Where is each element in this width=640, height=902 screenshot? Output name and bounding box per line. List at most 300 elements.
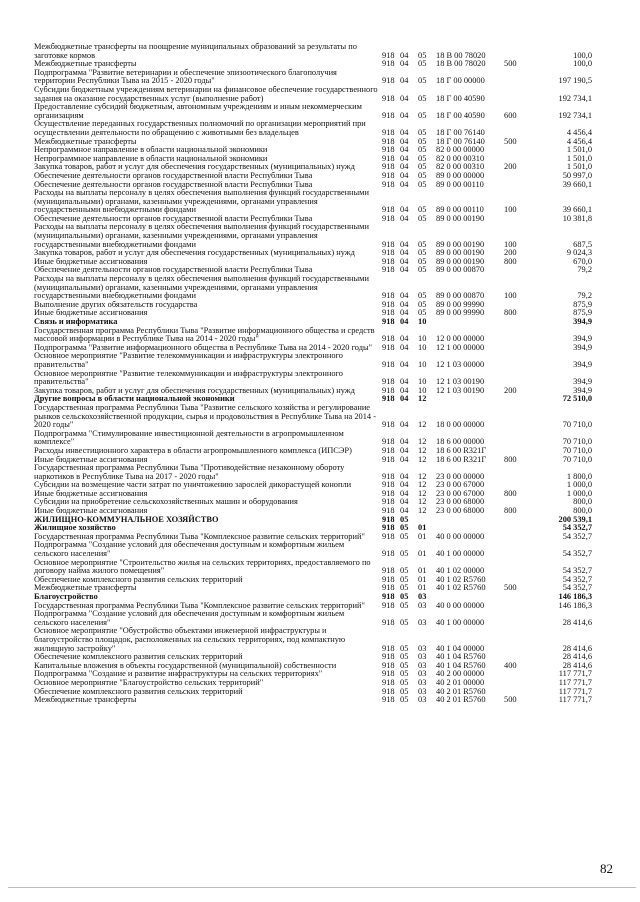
table-row <box>34 86 624 103</box>
row-grbs: 918 <box>382 686 395 696</box>
row-section: 04 <box>400 162 409 172</box>
row-subsection: 12 <box>418 488 427 498</box>
row-amount: 9 024,3 <box>566 248 592 258</box>
row-name: Основное мероприятие "Развитие телекоммуникации и инфраструктуры электронного правительства" <box>34 368 343 387</box>
row-section: 04 <box>400 359 409 369</box>
row-name: Закупка товаров, работ и услуг для обеспечения государственных (муниципальных) нужд <box>34 162 355 172</box>
row-subsection: 05 <box>418 179 427 189</box>
row-section: 05 <box>400 695 409 705</box>
row-section: 04 <box>400 480 409 490</box>
row-section: 04 <box>400 454 409 464</box>
row-subsection: 12 <box>418 471 427 481</box>
row-section: 05 <box>400 523 409 533</box>
row-subsection: 05 <box>418 93 427 103</box>
row-expense-type: 500 <box>504 583 517 593</box>
row-grbs: 918 <box>382 110 395 120</box>
row-section: 04 <box>400 50 409 60</box>
row-subsection: 05 <box>418 136 427 146</box>
row-amount: 100,0 <box>573 59 592 69</box>
budget-table <box>34 43 624 705</box>
row-expense-type: 200 <box>504 385 517 395</box>
row-name: Межбюджетные трансферты <box>34 695 137 705</box>
row-amount: 394,9 <box>573 377 592 387</box>
row-target-article: 89 0 00 00110 <box>436 179 484 189</box>
row-target-article: 40 2 01 R5760 <box>436 695 486 705</box>
row-target-article: 89 0 00 00870 <box>436 291 485 301</box>
row-subsection: 05 <box>418 265 427 275</box>
row-subsection: 12 <box>418 506 427 516</box>
row-grbs: 918 <box>382 480 395 490</box>
row-section: 04 <box>400 437 409 447</box>
row-grbs: 918 <box>382 265 395 275</box>
row-amount: 875,9 <box>573 299 592 309</box>
row-subsection: 12 <box>418 497 427 507</box>
row-subsection: 03 <box>418 695 427 705</box>
table-row <box>34 610 624 627</box>
row-section: 04 <box>400 377 409 387</box>
row-amount: 800,0 <box>573 497 592 507</box>
row-target-article: 40 1 02 00000 <box>436 566 485 576</box>
row-name: Подпрограмма "Стимулирование инвестиционной деятельности в агропромышленном комплексе" <box>34 428 344 447</box>
row-target-article: 18 Г 00 40590 <box>436 93 485 103</box>
row-grbs: 918 <box>382 566 395 576</box>
row-name: Подпрограмма "Развитие информационного общества в Республике Тыва на 2014 - 2020 годы" <box>34 342 373 352</box>
row-section: 04 <box>400 291 409 301</box>
row-grbs: 918 <box>382 145 395 155</box>
row-name: Капитальные вложения в объекты государственной (муниципальной) собственности <box>34 660 337 670</box>
row-target-article: 82 0 00 00000 <box>436 145 485 155</box>
row-grbs: 918 <box>382 76 395 86</box>
row-name: Подпрограмма "Создание условий для обеспечения доступным и комфортным жильем сельского населения" <box>34 609 345 627</box>
row-target-article: 89 0 00 99990 <box>436 308 485 318</box>
row-amount: 146 186,3 <box>558 592 592 601</box>
row-section: 04 <box>400 317 409 326</box>
row-amount: 875,9 <box>573 308 592 318</box>
row-amount: 117 771,7 <box>558 686 592 696</box>
row-grbs: 918 <box>382 136 395 146</box>
row-amount: 1 000,0 <box>566 488 592 498</box>
row-name: ЖИЛИЩНО-КОММУНАЛЬНОЕ ХОЗЯЙСТВО <box>34 514 219 524</box>
row-name: Осуществление переданных государственных полномочий по организации мероприятий при осуществлении деятельности по обращению с животными без владельцев <box>34 119 366 137</box>
row-name: Расходы на выплаты персоналу в целях обеспечения выполнения функций государственными (муниципальными) органами, казенными учреждениями, органами управления государственными внебюджетными фондами <box>34 188 369 215</box>
row-target-article: 40 2 00 00000 <box>436 669 485 679</box>
row-name: Обеспечение комплексного развития сельских территорий <box>34 686 243 696</box>
row-subsection: 05 <box>418 248 427 258</box>
row-subsection: 01 <box>418 549 427 559</box>
row-target-article: 12 1 03 00190 <box>436 377 485 387</box>
row-amount: 192 734,1 <box>558 93 592 103</box>
row-amount: 72 510,0 <box>562 394 592 404</box>
row-section: 05 <box>400 583 409 593</box>
row-amount: 394,9 <box>573 334 592 344</box>
table-row <box>34 189 624 215</box>
row-target-article: 23 0 00 67000 <box>436 488 485 498</box>
row-grbs: 918 <box>382 385 395 395</box>
row-section: 04 <box>400 76 409 86</box>
row-grbs: 918 <box>382 488 395 498</box>
row-name: Иные бюджетные ассигнования <box>34 308 148 318</box>
table-row <box>34 627 624 653</box>
row-target-article: 18 6 00 R321Г <box>436 445 487 455</box>
row-grbs: 918 <box>382 454 395 464</box>
row-section: 05 <box>400 531 409 541</box>
table-row <box>34 43 624 60</box>
row-section: 04 <box>400 153 409 163</box>
row-grbs: 918 <box>382 531 395 541</box>
row-grbs: 918 <box>382 93 395 103</box>
row-amount: 54 352,7 <box>562 549 592 559</box>
row-target-article: 89 0 00 00190 <box>436 256 485 266</box>
row-section: 04 <box>400 93 409 103</box>
row-amount: 100,0 <box>573 50 592 60</box>
row-target-article: 40 1 04 R5760 <box>436 652 486 662</box>
row-amount: 1 501,0 <box>566 153 592 163</box>
table-row <box>34 103 624 120</box>
row-expense-type: 100 <box>504 239 517 249</box>
row-subsection: 05 <box>418 145 427 155</box>
row-amount: 192 734,1 <box>558 110 592 120</box>
row-target-article: 12 1 03 00000 <box>436 359 485 369</box>
row-grbs: 918 <box>382 506 395 516</box>
row-subsection: 05 <box>418 170 427 180</box>
row-target-article: 82 0 00 00310 <box>436 162 485 172</box>
row-subsection: 12 <box>418 454 427 464</box>
row-grbs: 918 <box>382 299 395 309</box>
row-section: 04 <box>400 342 409 352</box>
row-subsection: 01 <box>418 531 427 541</box>
row-section: 04 <box>400 506 409 516</box>
row-name: Межбюджетные трансферты <box>34 59 137 69</box>
row-target-article: 12 1 00 00000 <box>436 342 485 352</box>
row-target-article: 40 2 01 R5760 <box>436 686 486 696</box>
row-grbs: 918 <box>382 549 395 559</box>
row-amount: 1 800,0 <box>566 471 592 481</box>
row-subsection: 03 <box>418 643 427 653</box>
row-amount: 4 456,4 <box>566 136 592 146</box>
row-subsection: 10 <box>418 385 427 395</box>
row-amount: 1 501,0 <box>566 145 592 155</box>
row-expense-type: 600 <box>504 110 517 120</box>
row-subsection: 01 <box>418 566 427 576</box>
row-name: Подпрограмма "Создание условий для обеспечения доступным и комфортным жильем сельского населения" <box>34 540 345 559</box>
row-name: Благоустройство <box>34 592 98 601</box>
row-grbs: 918 <box>382 127 395 137</box>
row-amount: 70 710,0 <box>562 454 592 464</box>
row-section: 05 <box>400 686 409 696</box>
row-section: 04 <box>400 239 409 249</box>
row-section: 05 <box>400 669 409 679</box>
row-subsection: 05 <box>418 239 427 249</box>
row-subsection: 10 <box>418 342 427 352</box>
row-section: 05 <box>400 643 409 653</box>
row-subsection: 03 <box>418 677 427 687</box>
row-expense-type: 400 <box>504 660 517 670</box>
row-section: 05 <box>400 617 409 627</box>
row-grbs: 918 <box>382 643 395 653</box>
row-name: Непрограммное направление в области национальной экономики <box>34 145 268 155</box>
row-section: 04 <box>400 488 409 498</box>
row-grbs: 918 <box>382 592 395 601</box>
row-target-article: 40 0 00 00000 <box>436 531 485 541</box>
row-amount: 39 660,1 <box>562 179 592 189</box>
row-grbs: 918 <box>382 677 395 687</box>
row-amount: 4 456,4 <box>566 127 592 137</box>
row-name: Обеспечение комплексного развития сельских территорий <box>34 652 243 662</box>
row-expense-type: 200 <box>504 248 517 258</box>
row-subsection: 05 <box>418 213 427 223</box>
row-name: Основное мероприятие "Развитие телекоммуникации и инфраструктуры электронного правительства" <box>34 351 343 369</box>
row-subsection: 10 <box>418 359 427 369</box>
table-row <box>34 327 624 344</box>
row-subsection: 05 <box>418 110 427 120</box>
row-name: Другие вопросы в области национальной экономики <box>34 394 235 404</box>
row-subsection: 05 <box>418 50 427 60</box>
row-amount: 394,9 <box>573 385 592 395</box>
row-name: Межбюджетные трансферты <box>34 583 137 593</box>
row-target-article: 23 0 00 68000 <box>436 497 485 507</box>
row-grbs: 918 <box>382 334 395 344</box>
table-row <box>34 516 624 525</box>
row-name: Подпрограмма "Создание и развитие инфраструктуры на сельских территориях" <box>34 669 323 679</box>
row-expense-type: 800 <box>504 488 517 498</box>
row-target-article: 89 0 00 00190 <box>436 213 485 223</box>
row-section: 04 <box>400 205 409 215</box>
row-amount: 1 501,0 <box>566 162 592 172</box>
table-row <box>34 275 624 301</box>
row-grbs: 918 <box>382 153 395 163</box>
row-expense-type: 200 <box>504 162 517 172</box>
row-subsection: 05 <box>418 291 427 301</box>
row-amount: 117 771,7 <box>558 669 592 679</box>
row-grbs: 918 <box>382 695 395 705</box>
row-section: 04 <box>400 471 409 481</box>
row-expense-type: 500 <box>504 59 517 69</box>
row-target-article: 18 6 00 R321Г <box>436 454 487 464</box>
row-grbs: 918 <box>382 445 395 455</box>
row-section: 05 <box>400 592 409 601</box>
row-grbs: 918 <box>382 179 395 189</box>
row-target-article: 40 0 00 00000 <box>436 600 485 610</box>
row-grbs: 918 <box>382 583 395 593</box>
table-row <box>34 223 624 249</box>
row-grbs: 918 <box>382 317 395 326</box>
row-amount: 394,9 <box>573 342 592 352</box>
row-name: Обеспечение комплексного развития сельских территорий <box>34 574 243 584</box>
row-subsection: 01 <box>418 523 427 533</box>
row-name: Межбюджетные трансферты <box>34 136 137 146</box>
row-target-article: 18 Г 00 00000 <box>436 76 485 86</box>
row-amount: 54 352,7 <box>562 531 592 541</box>
row-subsection: 03 <box>418 600 427 610</box>
row-target-article: 89 0 00 00110 <box>436 205 484 215</box>
table-row <box>34 309 624 318</box>
row-amount: 39 660,1 <box>562 205 592 215</box>
row-subsection: 10 <box>418 334 427 344</box>
row-amount: 70 710,0 <box>562 437 592 447</box>
row-amount: 117 771,7 <box>558 695 592 705</box>
row-section: 05 <box>400 652 409 662</box>
row-grbs: 918 <box>382 239 395 249</box>
row-expense-type: 500 <box>504 695 517 705</box>
row-amount: 28 414,6 <box>562 617 592 627</box>
row-name: Основное мероприятие "Обустройство объектами инженерной инфраструктуры и благоустройство площадок, расположенных на сельских территориях, под компактную жилищную застройку" <box>34 626 346 653</box>
row-grbs: 918 <box>382 342 395 352</box>
row-section: 04 <box>400 248 409 258</box>
row-name: Основное мероприятие "Строительство жилья на сельских территориях, предоставляемого по договору найма жилого помещения" <box>34 557 371 576</box>
row-name: Межбюджетные трансферты на поощрение муниципальных образований за результаты по заготовке кормов <box>34 42 357 60</box>
row-subsection: 03 <box>418 592 427 601</box>
row-name: Субсидии на возмещение части затрат по уничтожению зарослей дикорастущей конопли <box>34 480 352 490</box>
row-target-article: 23 0 00 68000 <box>436 506 485 516</box>
row-name: Расходы на выплаты персоналу в целях обеспечения выполнения функций государственными (муниципальными) органами, казенными учреждениями, органами управления государственными внебюджетными фондами <box>34 274 369 301</box>
row-expense-type: 500 <box>504 136 517 146</box>
row-subsection: 12 <box>418 445 427 455</box>
row-grbs: 918 <box>382 437 395 447</box>
row-section: 04 <box>400 170 409 180</box>
row-name: Субсидии бюджетным учреждениям ветеринарии на финансовое обеспечение государственного задания на оказание государственных услуг (выполнение работ) <box>34 84 378 103</box>
row-grbs: 918 <box>382 523 395 533</box>
row-name: Обеспечение деятельности органов государственной власти Республики Тыва <box>34 179 313 189</box>
row-name: Расходы инвестиционного характера в области агропромышленного комплекса (ИПСЭР) <box>34 445 352 455</box>
row-amount: 50 997,0 <box>562 170 592 180</box>
row-subsection: 12 <box>418 394 427 404</box>
row-grbs: 918 <box>382 652 395 662</box>
row-subsection: 05 <box>418 205 427 215</box>
row-subsection: 05 <box>418 76 427 86</box>
row-subsection: 05 <box>418 59 427 69</box>
row-amount: 197 190,5 <box>558 76 592 86</box>
row-amount: 28 414,6 <box>562 660 592 670</box>
row-grbs: 918 <box>382 574 395 584</box>
row-section: 05 <box>400 574 409 584</box>
row-amount: 394,9 <box>573 317 592 326</box>
row-section: 05 <box>400 600 409 610</box>
row-target-article: 40 1 02 R5760 <box>436 574 486 584</box>
row-target-article: 89 0 00 00190 <box>436 248 485 258</box>
row-section: 04 <box>400 334 409 344</box>
row-subsection: 01 <box>418 583 427 593</box>
table-row <box>34 370 624 387</box>
row-name: Закупка товаров, работ и услуг для обеспечения государственных (муниципальных) нужд <box>34 385 355 395</box>
row-target-article: 18 В 00 78020 <box>436 50 486 60</box>
row-amount: 54 352,7 <box>562 583 592 593</box>
row-section: 04 <box>400 308 409 318</box>
row-expense-type: 800 <box>504 308 517 318</box>
row-subsection: 05 <box>418 299 427 309</box>
row-subsection: 03 <box>418 617 427 627</box>
row-grbs: 918 <box>382 308 395 318</box>
row-name: Выполнение других обязательств государства <box>34 299 198 309</box>
row-expense-type: 800 <box>504 454 517 464</box>
row-section: 04 <box>400 110 409 120</box>
row-section: 04 <box>400 213 409 223</box>
row-grbs: 918 <box>382 394 395 404</box>
row-section: 04 <box>400 127 409 137</box>
table-row <box>34 404 624 430</box>
row-amount: 54 352,7 <box>562 566 592 576</box>
table-row <box>34 69 624 86</box>
row-target-article: 18 6 00 00000 <box>436 437 485 447</box>
row-target-article: 18 Г 00 76140 <box>436 127 485 137</box>
row-grbs: 918 <box>382 617 395 627</box>
row-target-article: 12 1 03 00190 <box>436 385 485 395</box>
row-name: Иные бюджетные ассигнования <box>34 506 148 516</box>
row-grbs: 918 <box>382 59 395 69</box>
row-expense-type: 800 <box>504 256 517 266</box>
row-amount: 1 000,0 <box>566 480 592 490</box>
row-grbs: 918 <box>382 291 395 301</box>
row-name: Субсидии на приобретение сельскохозяйственных машин и оборудования <box>34 497 298 507</box>
row-target-article: 40 1 04 00000 <box>436 643 485 653</box>
row-section: 04 <box>400 145 409 155</box>
row-target-article: 40 1 00 00000 <box>436 617 485 627</box>
row-amount: 200 539,1 <box>558 514 592 524</box>
row-section: 05 <box>400 677 409 687</box>
row-name: Закупка товаров, работ и услуг для обеспечения государственных (муниципальных) нужд <box>34 248 355 258</box>
row-target-article: 18 В 00 78020 <box>436 59 486 69</box>
row-subsection: 05 <box>418 256 427 266</box>
row-section: 04 <box>400 265 409 275</box>
row-grbs: 918 <box>382 256 395 266</box>
table-row <box>34 559 624 576</box>
table-row <box>34 696 624 705</box>
row-subsection: 03 <box>418 669 427 679</box>
row-subsection: 05 <box>418 153 427 163</box>
row-grbs: 918 <box>382 514 395 524</box>
row-amount: 117 771,7 <box>558 677 592 687</box>
row-target-article: 23 0 00 67000 <box>436 480 485 490</box>
row-name: Подпрограмма "Развитие ветеринарии и обеспечение эпизоотического благополучия территории Республики Тыва на 2015 - 2020 годы" <box>34 67 337 86</box>
page-number: 82 <box>600 861 613 876</box>
row-name: Непрограммное направление в области национальной экономики <box>34 153 268 163</box>
row-amount: 28 414,6 <box>562 652 592 662</box>
row-subsection: 03 <box>418 652 427 662</box>
row-amount: 70 710,0 <box>562 420 592 430</box>
row-grbs: 918 <box>382 213 395 223</box>
row-amount: 54 352,7 <box>562 523 592 533</box>
row-target-article: 40 2 01 00000 <box>436 677 485 687</box>
bottom-rule <box>8 887 636 888</box>
row-target-article: 40 1 00 00000 <box>436 549 485 559</box>
row-amount: 79,2 <box>577 291 592 301</box>
row-grbs: 918 <box>382 600 395 610</box>
row-subsection: 05 <box>418 162 427 172</box>
row-expense-type: 800 <box>504 506 517 516</box>
row-name: Государственная программа Республики Тыва "Комплексное развитие сельских территорий" <box>34 600 365 610</box>
row-subsection: 12 <box>418 437 427 447</box>
row-target-article: 18 Г 00 40590 <box>436 110 485 120</box>
row-target-article: 89 0 00 99990 <box>436 299 485 309</box>
row-target-article: 82 0 00 00310 <box>436 153 485 163</box>
row-name: Жилищное хозяйство <box>34 523 116 533</box>
row-name: Обеспечение деятельности органов государственной власти Республики Тыва <box>34 213 313 223</box>
row-grbs: 918 <box>382 420 395 430</box>
row-name: Обеспечение деятельности органов государственной власти Республики Тыва <box>34 170 313 180</box>
row-amount: 800,0 <box>573 506 592 516</box>
row-section: 04 <box>400 299 409 309</box>
row-target-article: 89 0 00 00000 <box>436 170 485 180</box>
row-name: Государственная программа Республики Тыва "Развитие информационного общества и средств массовой информации в Республике Тыва на 2014 - 2020 годы" <box>34 325 375 344</box>
row-section: 04 <box>400 136 409 146</box>
row-section: 04 <box>400 385 409 395</box>
row-name: Иные бюджетные ассигнования <box>34 454 148 464</box>
row-target-article: 89 0 00 00870 <box>436 265 485 275</box>
row-subsection: 10 <box>418 317 427 326</box>
row-amount: 70 710,0 <box>562 445 592 455</box>
row-amount: 28 414,6 <box>562 643 592 653</box>
row-name: Связь и информатика <box>34 317 118 326</box>
row-target-article: 18 0 00 00000 <box>436 420 485 430</box>
